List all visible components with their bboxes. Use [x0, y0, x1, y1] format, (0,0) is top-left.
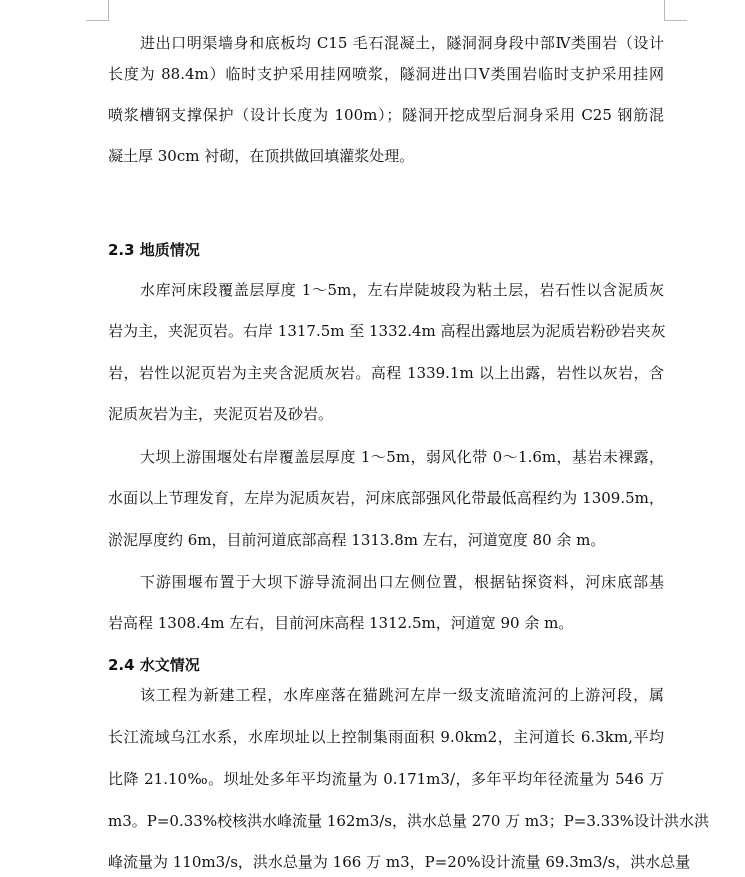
paragraph-line: 岩为主，夹泥页岩。右岸 1317.5m 至 1332.4m 高程出露地层为泥质岩粉砂岩夹灰 — [108, 322, 666, 340]
page-corner-mark-left — [86, 0, 109, 21]
paragraph-line: 长度为 88.4m）临时支护采用挂网喷浆，隧洞进出口Ⅴ类围岩临时支护采用挂网 — [108, 65, 664, 83]
paragraph-line: 大坝上游围堰处右岸覆盖层厚度 1～5m，弱风化带 0～1.6m，基岩未裸露， — [140, 448, 664, 466]
paragraph-line: 该工程为新建工程，水库座落在猫跳河左岸一级支流暗流河的上游河段，属 — [140, 686, 664, 704]
paragraph-line: 峰流量为 110m3/s，洪水总量为 166 万 m3，P=20%设计流量 69.3m3/s，洪水总量 — [108, 853, 691, 871]
paragraph-line: 喷浆槽钢支撑保护（设计长度为 100m）；隧洞开挖成型后洞身采用 C25 钢筋混 — [108, 106, 664, 124]
paragraph-line: 淤泥厚度约 6m，目前河道底部高程 1313.8m 左右，河道宽度 80 余 m。 — [108, 531, 606, 549]
paragraph-line: 水库河床段覆盖层厚度 1～5m，左右岸陡坡段为粘土层，岩石性以含泥质灰 — [140, 281, 664, 299]
section-heading-2-3: 2.3 地质情况 — [108, 241, 200, 259]
paragraph-line: m3。P=0.33%校核洪水峰流量 162m3/s，洪水总量 270 万 m3；P=3.33%设计洪水洪 — [108, 812, 710, 830]
section-heading-2-4: 2.4 水文情况 — [108, 656, 200, 674]
paragraph-line: 长江流域乌江水系，水库坝址以上控制集雨面积 9.0km2，主河道长 6.3km,平均 — [108, 728, 664, 746]
paragraph-line: 比降 21.10‰。坝址处多年平均流量为 0.171m3/，多年平均年径流量为 546 万 — [108, 770, 664, 788]
page-corner-mark-right — [664, 0, 687, 21]
paragraph-line: 水面以上节理发育，左岸为泥质灰岩，河床底部强风化带最低高程约为 1309.5m， — [108, 489, 664, 507]
paragraph-line: 进出口明渠墙身和底板均 C15 毛石混凝土，隧洞洞身段中部Ⅳ类围岩（设计 — [140, 34, 664, 52]
paragraph-line: 岩，岩性以泥页岩为主夹含泥质灰岩。高程 1339.1m 以上出露，岩性以灰岩，含 — [108, 364, 664, 382]
paragraph-line: 泥质灰岩为主，夹泥页岩及砂岩。 — [108, 405, 334, 423]
paragraph-line: 凝土厚 30cm 衬砌，在顶拱做回填灌浆处理。 — [108, 147, 415, 165]
paragraph-line: 岩高程 1308.4m 左右，目前河床高程 1312.5m，河道宽 90 余 m。 — [108, 614, 574, 632]
paragraph-line: 下游围堰布置于大坝下游导流洞出口左侧位置，根据钻探资料，河床底部基 — [140, 573, 664, 591]
